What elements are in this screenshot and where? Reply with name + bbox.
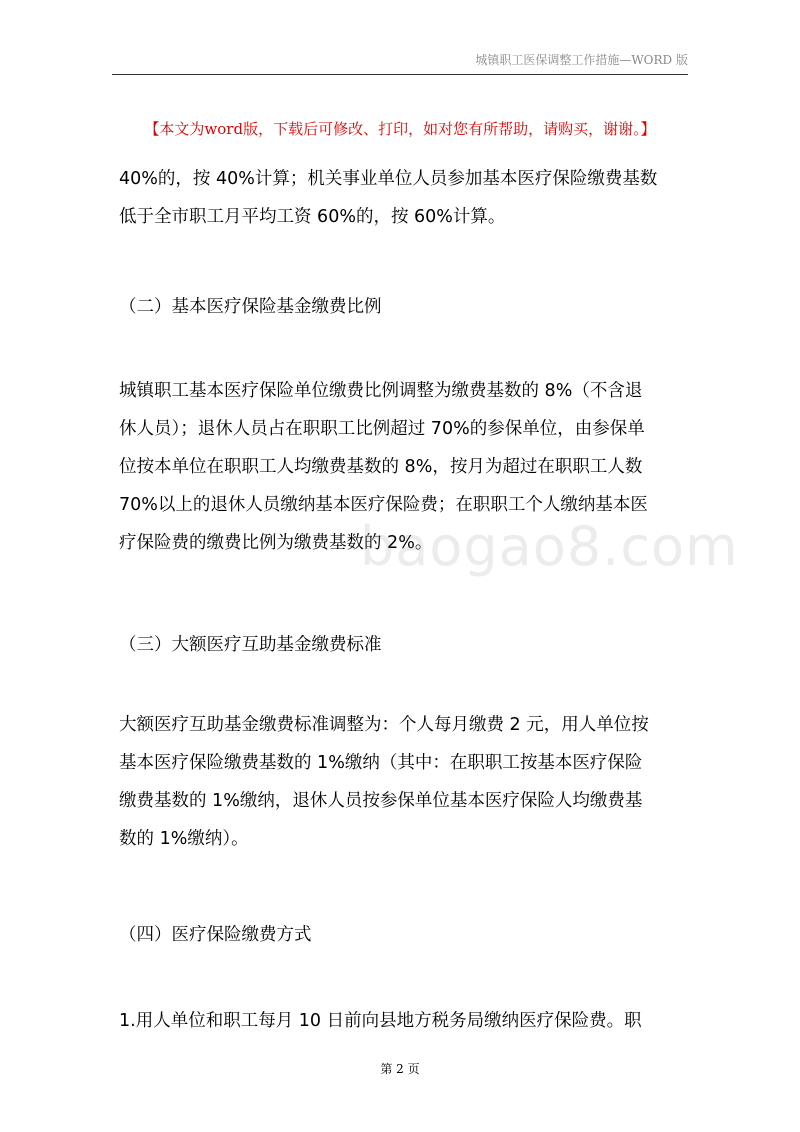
text-line: 数的 1%缴纳）。	[119, 829, 249, 849]
text-line: 位按本单位在职职工人均缴费基数的 8%，按月为超过在职职工人数	[119, 457, 643, 477]
text-line: 大额医疗互助基金缴费标准调整为：个人每月缴费 2 元，用人单位按	[119, 715, 649, 735]
paragraph-payment-method	[119, 1002, 691, 1040]
text-line: 缴费基数的 1%缴纳，退休人员按参保单位基本医疗保险人均缴费基	[119, 791, 643, 811]
text-line: 疗保险费的缴费比例为缴费基数的 2%。	[119, 533, 433, 553]
section-heading-2: （二）基本医疗保险基金缴费比例	[119, 297, 382, 317]
paragraph-contribution-rate	[119, 372, 691, 562]
text-line: 休人员）；退休人员占在职职工比例超过 70%的参保单位，由参保单	[119, 419, 645, 439]
text-line: 40%的，按 40%计算；机关事业单位人员参加基本医疗保险缴费基数	[119, 169, 658, 189]
page-header	[112, 50, 688, 75]
page-number: 第 2 页	[380, 1062, 420, 1076]
section-heading-3: （三）大额医疗互助基金缴费标准	[119, 635, 382, 655]
paragraph-contribution-base	[119, 160, 691, 236]
paragraph-mutual-aid-standard	[119, 706, 691, 858]
text-line: 70%以上的退休人员缴纳基本医疗保险费；在职职工个人缴纳基本医	[119, 495, 648, 515]
text-line: 低于全市职工月平均工资 60%的，按 60%计算。	[119, 207, 506, 227]
text-line: 1.用人单位和职工每月 10 日前向县地方税务局缴纳医疗保险费。职	[119, 1011, 642, 1031]
text-line: 城镇职工基本医疗保险单位缴费比例调整为缴费基数的 8%（不含退	[119, 381, 643, 401]
watermark: baogao8.com	[360, 515, 739, 578]
section-heading-4: （四）医疗保险缴费方式	[119, 925, 312, 945]
header-title: 城镇职工医保调整工作措施—WORD 版	[475, 53, 688, 67]
text-line: 基本医疗保险缴费基数的 1%缴纳（其中：在职职工按基本医疗保险	[119, 753, 643, 773]
download-notice: 【本文为word版，下载后可修改、打印，如对您有所帮助，请购买，谢谢。】	[144, 120, 656, 138]
